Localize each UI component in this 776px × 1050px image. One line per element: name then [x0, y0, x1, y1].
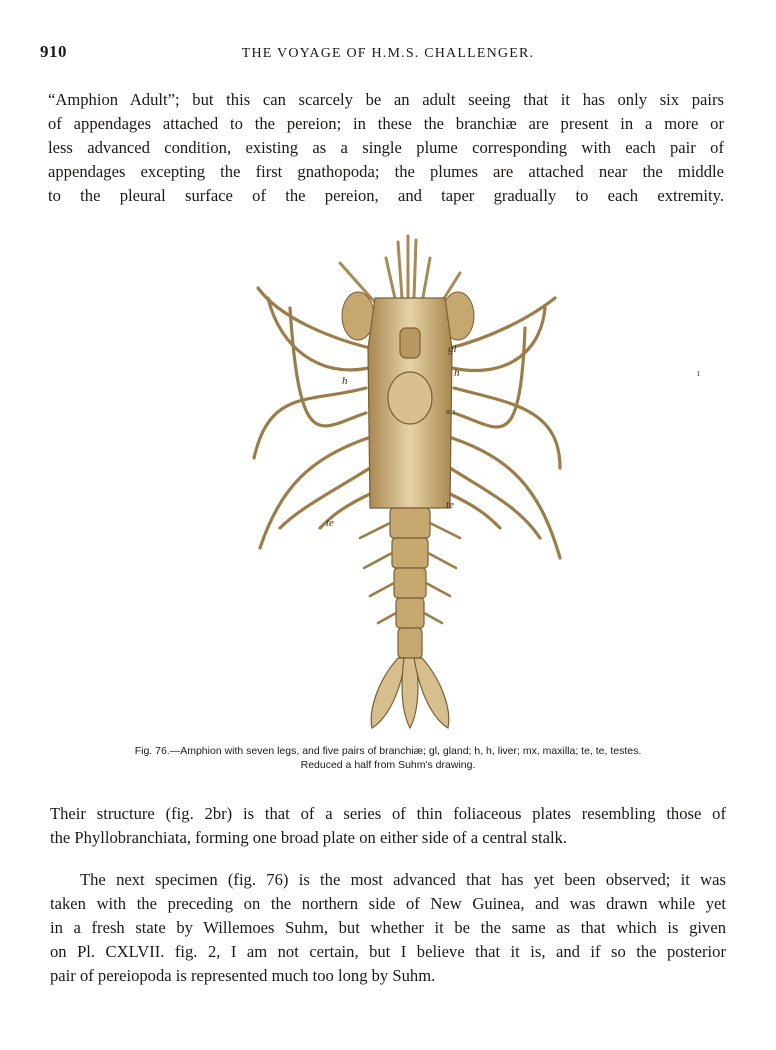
paragraph-1-line: appendages excepting the first gnathopoda; the plumes are attached near the middle: [48, 162, 724, 181]
leg-right-5: [452, 438, 560, 558]
caption-line-1: Fig. 76.—Amphion with seven legs, and five pairs of branchiæ; gl, gland; h, h, liver; mx, maxilla; te, te, testes.: [134, 745, 642, 757]
gland: [400, 328, 420, 358]
figure-caption: [60, 744, 716, 772]
label-h-left: h: [342, 375, 348, 387]
liver: [388, 372, 432, 424]
antenna-5: [422, 258, 430, 303]
paragraph-1-line: of appendages attached to the pereion; in these the branchiæ are present in a more or: [48, 114, 724, 133]
page-number: 910: [40, 42, 67, 61]
leg-left-5: [260, 438, 368, 548]
leg-right-3: [454, 388, 560, 468]
stray-mark: ı: [697, 368, 700, 379]
paragraph-1-line: less advanced condition, existing as a single plume corresponding with each pair of: [48, 138, 724, 157]
label-te-left: te: [326, 517, 334, 529]
leg-left-6: [280, 468, 370, 528]
caption-line-2: Reduced a half from Suhm's drawing.: [300, 759, 476, 771]
amphion-illustration: [240, 228, 580, 733]
paragraph-3: [50, 868, 726, 988]
leg-left-3: [254, 388, 366, 458]
paragraph-3-line: pair of pereiopoda is represented much too long by Suhm.: [50, 966, 436, 985]
label-gl: gl: [448, 343, 457, 355]
paragraph-3-line: taken with the preceding on the northern side of New Guinea, and was drawn while yet: [50, 894, 726, 913]
leg-right-7: [448, 493, 500, 528]
antenna-4: [386, 258, 396, 303]
running-title: THE VOYAGE OF H.M.S. CHALLENGER.: [241, 46, 535, 61]
amphion-figure: [240, 228, 580, 733]
abdomen: [390, 508, 430, 658]
carapace: [368, 298, 452, 508]
antenna-3: [414, 240, 416, 298]
paragraph-2-line: the Phyllobranchiata, forming one broad plate on either side of a central stalk.: [50, 828, 567, 847]
antenna-1: [398, 242, 402, 298]
scale-left: [342, 292, 374, 340]
label-mx: mx: [446, 407, 456, 416]
paragraph-1: [48, 88, 724, 208]
paragraph-3-line: in a fresh state by Willemoes Suhm, but whether it be the same as that which is given: [50, 918, 726, 937]
uropod-left: [371, 658, 406, 728]
paragraph-1-line: to the pleural surface of the pereion, and taper gradually to each extremity.: [48, 186, 724, 205]
paragraph-1-line: “Amphion Adult”; but this can scarcely be an adult seeing that it has only six pairs: [48, 90, 724, 109]
paragraph-2-line: Their structure (fig. 2br) is that of a series of thin foliaceous plates resembling those of: [50, 804, 726, 823]
leg-right-6: [450, 468, 540, 538]
label-te-right: te: [446, 499, 454, 511]
uropod-right: [414, 658, 449, 728]
paragraph-3-line: on Pl. CXLVII. fig. 2, I am not certain, but I believe that it is, and if so the posterior: [50, 942, 726, 961]
paragraph-2: [50, 802, 726, 850]
paragraph-3-line: The next specimen (fig. 76) is the most advanced that has yet been observed; it was: [80, 870, 726, 889]
label-h-right: h: [454, 367, 460, 379]
tail-fan: [371, 658, 449, 728]
